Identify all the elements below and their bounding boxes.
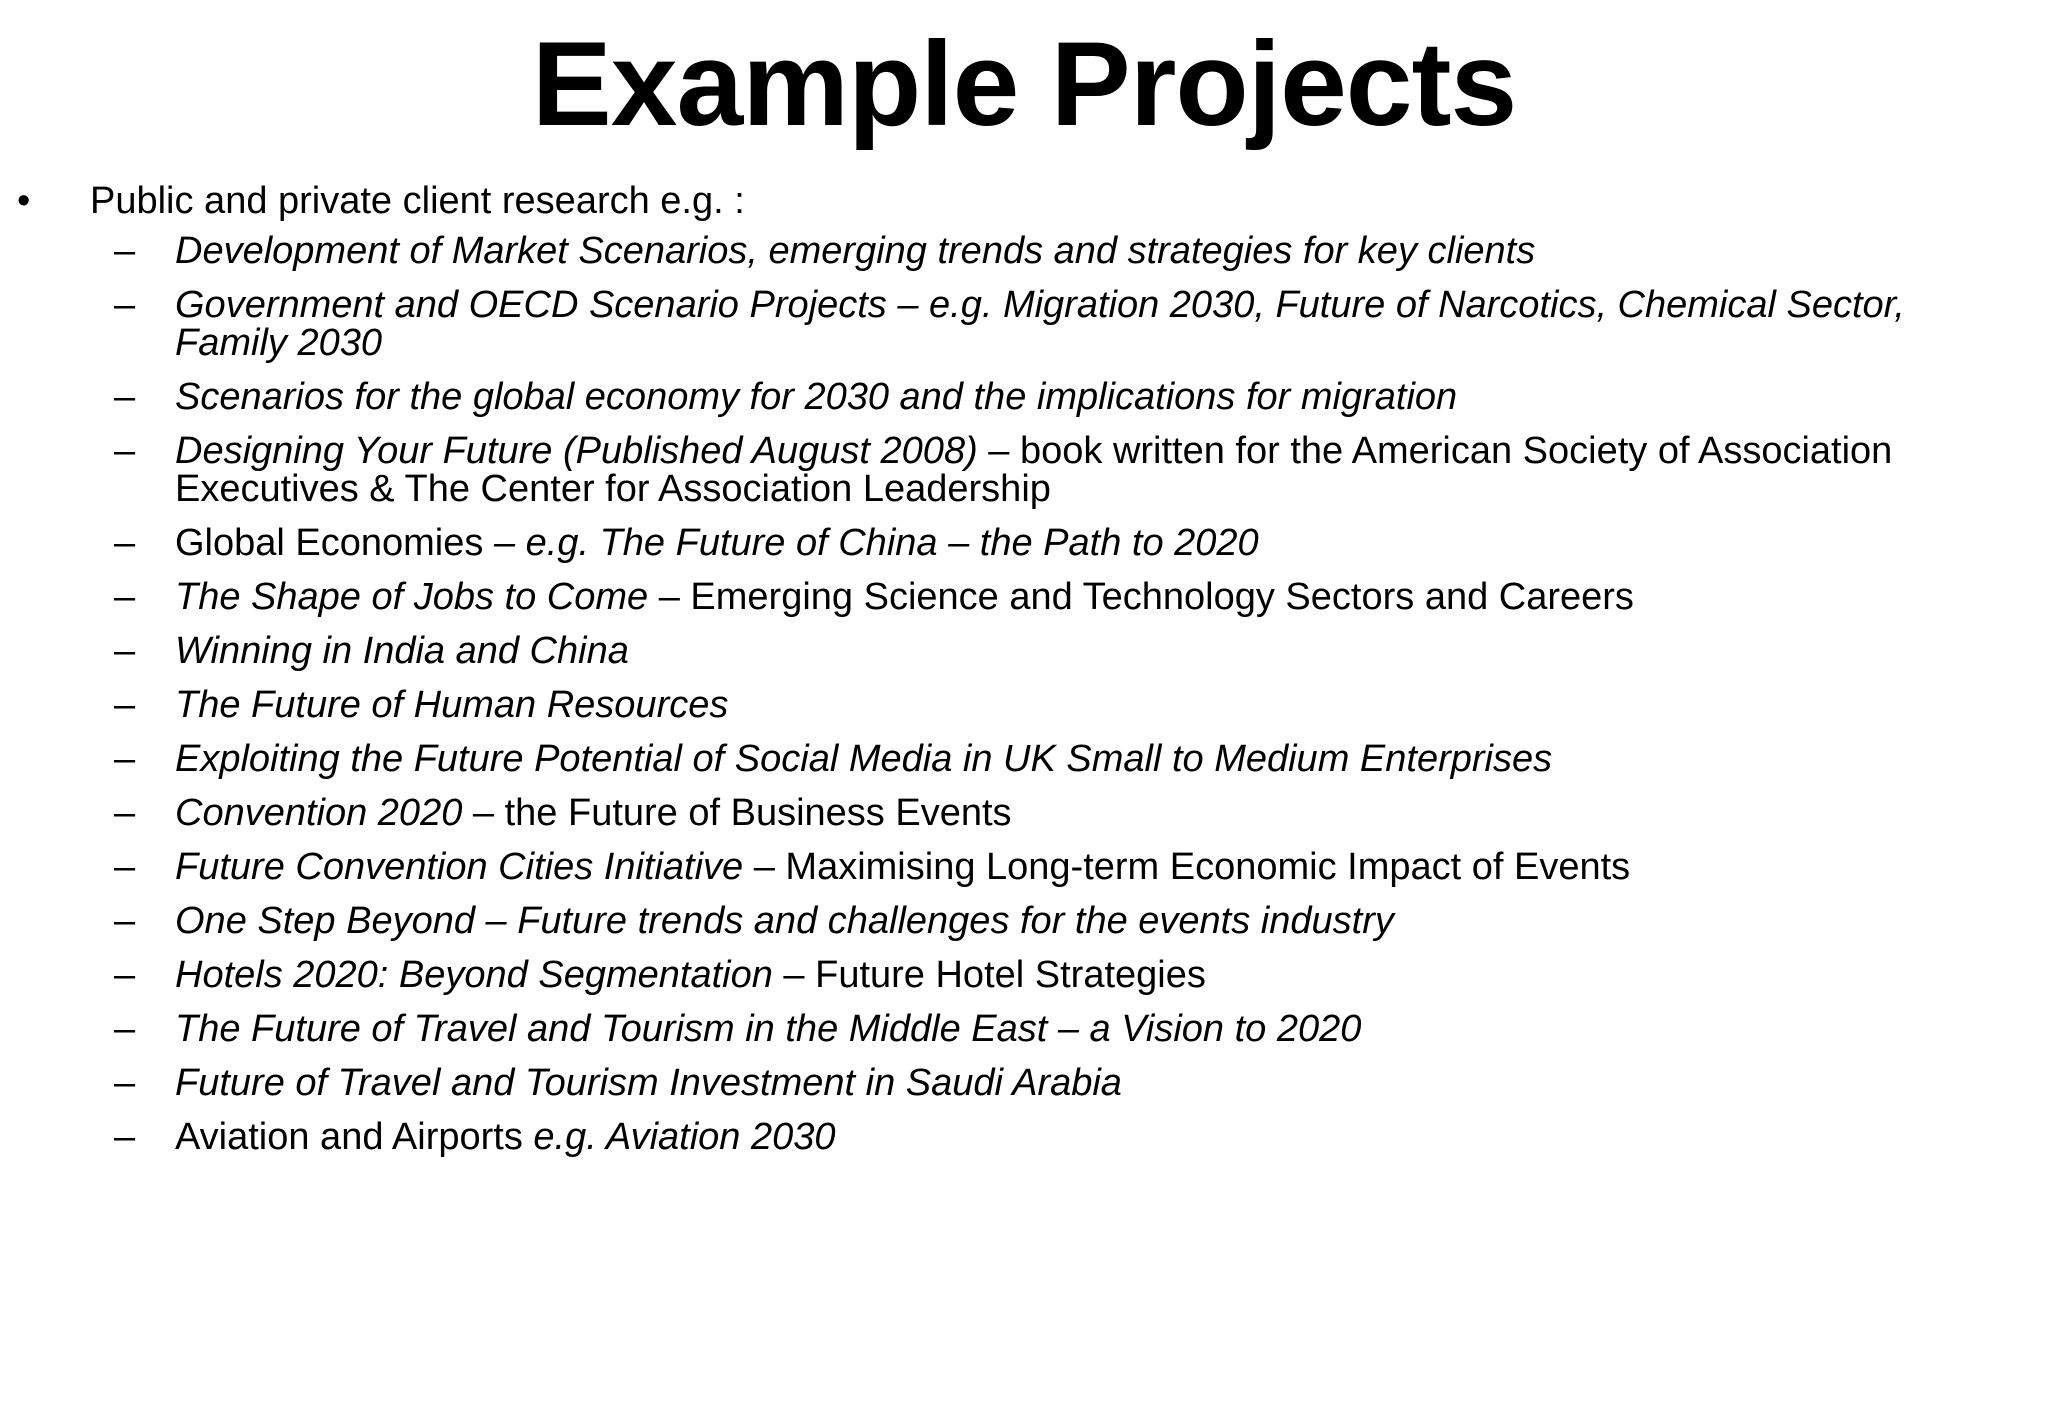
sub-list-item [0, 524, 2048, 562]
dash-mark: – [114, 900, 136, 942]
slide-title: Example Projects [531, 17, 1517, 151]
sub-list-item [0, 902, 2048, 940]
sub-item-text [175, 432, 2008, 508]
sub-list-item [0, 578, 2048, 616]
dash-mark: – [114, 376, 136, 418]
sub-item-italic: Development of Market Scenarios, emerging trends and strategies for key clients [175, 230, 1536, 272]
sub-item-normal: – Emerging Science and Technology Sectors and Careers [648, 576, 1634, 618]
sub-item-normal: – book written for the American Society of Association Executives & The Center for Association Leadership [175, 430, 1893, 510]
sub-item-text [175, 1064, 2008, 1102]
sub-list-item [0, 286, 2048, 362]
sub-item-italic: One Step Beyond – Future trends and challenges for the events industry [175, 900, 1394, 942]
sub-list-item [0, 740, 2048, 778]
sub-item-italic: Hotels 2020: Beyond Segmentation [175, 954, 773, 996]
sub-item-text [175, 286, 2008, 362]
sub-list-item [0, 232, 2048, 270]
sub-item-text [175, 848, 2008, 886]
dash-mark: – [114, 230, 136, 272]
dash-mark: – [114, 684, 136, 726]
sub-item-italic: The Future of Travel and Tourism in the Middle East – a Vision to 2020 [175, 1008, 1362, 1050]
sub-item-text [175, 578, 2008, 616]
sub-list [0, 232, 2048, 1172]
sub-list-item [0, 686, 2048, 724]
sub-item-text [175, 956, 2008, 994]
sub-item-italic: Convention 2020 [175, 792, 463, 834]
dash-mark: – [114, 1062, 136, 1104]
sub-list-item [0, 848, 2048, 886]
sub-item-normal: – Future Hotel Strategies [772, 954, 1206, 996]
sub-item-italic: Scenarios for the global economy for 2030 and the implications for migration [175, 376, 1458, 418]
sub-item-text [175, 524, 2008, 562]
sub-item-italic: The Shape of Jobs to Come [175, 576, 649, 618]
sub-item-italic: Winning in India and China [175, 630, 629, 672]
sub-item-normal: – Maximising Long-term Economic Impact of Events [743, 846, 1631, 888]
sub-list-item [0, 1010, 2048, 1048]
sub-list-item [0, 1064, 2048, 1102]
sub-list-item [0, 794, 2048, 832]
dash-mark: – [114, 954, 136, 996]
sub-item-text [175, 1010, 2008, 1048]
dash-mark: – [114, 576, 136, 618]
sub-item-text [175, 686, 2008, 724]
dash-mark: – [114, 792, 136, 834]
sub-item-italic: Government and OECD Scenario Projects – e.g. Migration 2030, Future of Narcotics, Chemical Sector, Family 2030 [175, 284, 1905, 364]
dash-mark: – [114, 846, 136, 888]
dash-mark: – [114, 1008, 136, 1050]
sub-item-italic: Exploiting the Future Potential of Social Media in UK Small to Medium Enterprises [175, 738, 1553, 780]
sub-list-item [0, 956, 2048, 994]
dash-mark: – [114, 738, 136, 780]
sub-list-item [0, 378, 2048, 416]
sub-list-item [0, 1118, 2048, 1156]
sub-list-item [0, 632, 2048, 670]
sub-item-normal: Aviation and Airports [175, 1116, 534, 1158]
sub-item-normal: – the Future of Business Events [462, 792, 1012, 834]
sub-item-text [175, 902, 2008, 940]
sub-item-italic: Future of Travel and Tourism Investment in Saudi Arabia [175, 1062, 1122, 1104]
sub-item-text [175, 378, 2008, 416]
sub-item-text [175, 794, 2008, 832]
dash-mark: – [114, 522, 136, 564]
sub-item-italic: Future Convention Cities Initiative [175, 846, 744, 888]
sub-item-normal: Global Economies [175, 522, 494, 564]
sub-item-text [175, 1118, 2008, 1156]
sub-item-italic: Designing Your Future (Published August 2008) [175, 430, 978, 472]
dash-mark: – [114, 430, 136, 472]
sub-list-item [0, 432, 2048, 508]
sub-item-italic: e.g. Aviation 2030 [533, 1116, 836, 1158]
dash-mark: – [114, 630, 136, 672]
sub-item-text [175, 632, 2008, 670]
sub-item-italic: The Future of Human Resources [175, 684, 729, 726]
sub-item-text [175, 232, 2008, 270]
bullet-text: Public and private client research e.g. : [90, 180, 745, 222]
sub-item-italic: – e.g. The Future of China – the Path to 2020 [493, 522, 1259, 564]
bullet-mark: • [17, 180, 31, 222]
dash-mark: – [114, 284, 136, 326]
dash-mark: – [114, 1116, 136, 1158]
sub-item-text [175, 740, 2008, 778]
